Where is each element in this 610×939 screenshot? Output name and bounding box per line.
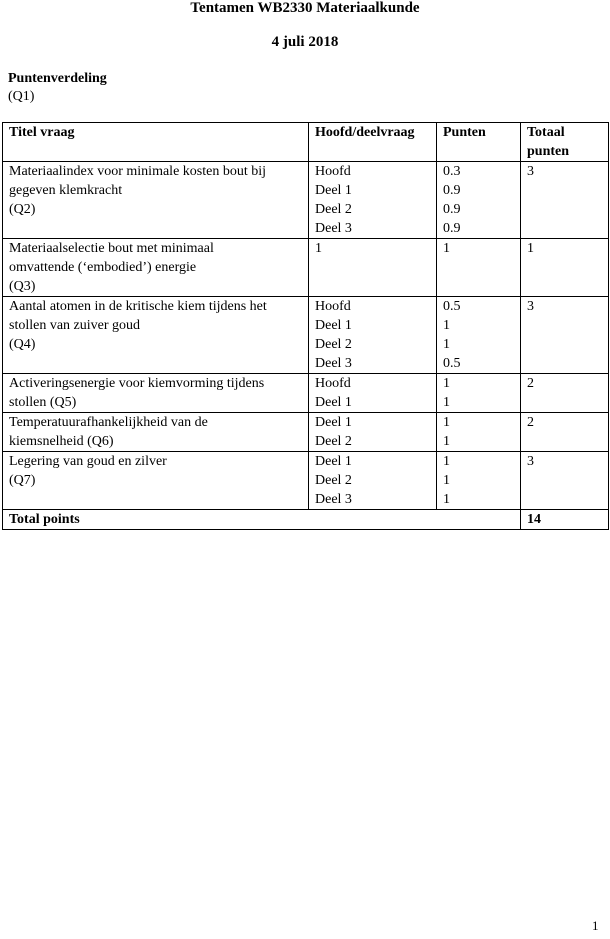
table-row: [3, 452, 609, 510]
points-table: [2, 122, 609, 530]
question-points: [437, 413, 521, 452]
question-parts: [309, 374, 437, 413]
question-parts: [309, 297, 437, 374]
question-parts-line: Deel 1: [315, 318, 352, 333]
question-total: 2: [521, 413, 609, 452]
question-title-line: (Q4): [9, 337, 36, 352]
question-points-line: 1: [443, 395, 450, 410]
question-points-line: 0.9: [443, 183, 461, 198]
question-title: [3, 374, 309, 413]
question-parts-line: Deel 3: [315, 492, 352, 507]
question-title: [3, 297, 309, 374]
question-points-line: 1: [443, 376, 450, 391]
question-points: [437, 239, 521, 297]
question-points-line: 0.5: [443, 356, 461, 371]
question-title-line: (Q7): [9, 473, 36, 488]
question-title-line: omvattende (‘embodied’) energie: [9, 260, 197, 275]
question-title-line: (Q3): [9, 279, 36, 294]
question-title-line: (Q2): [9, 202, 36, 217]
question-total: 3: [521, 452, 609, 510]
document-title: Tentamen WB2330 Materiaalkunde: [190, 0, 420, 16]
question-points: [437, 297, 521, 374]
question-total: 2: [521, 374, 609, 413]
question-parts-line: Hoofd: [315, 376, 351, 391]
question-points-line: 1: [443, 318, 450, 333]
question-parts-line: Deel 2: [315, 337, 352, 352]
table-row: [3, 374, 609, 413]
question-parts-line: Deel 1: [315, 454, 352, 469]
question-total: 3: [521, 162, 609, 239]
question-points-line: 1: [443, 454, 450, 469]
table-row: [3, 239, 609, 297]
table-row: [3, 413, 609, 452]
question-title-line: Legering van goud en zilver: [9, 454, 167, 469]
question-points-line: 1: [443, 241, 450, 256]
question-points-line: 1: [443, 337, 450, 352]
question-points-line: 1: [443, 434, 450, 449]
document-date: 4 juli 2018: [271, 34, 339, 50]
question-points-line: 1: [443, 415, 450, 430]
question-parts-line: Deel 1: [315, 395, 352, 410]
question-title: [3, 162, 309, 239]
header-part: Hoofd/deelvraag: [309, 123, 437, 162]
question-points: [437, 162, 521, 239]
question-parts-line: Deel 2: [315, 202, 352, 217]
question-title-line: Activeringsenergie voor kiemvorming tijdens: [9, 376, 265, 391]
question-title: [3, 452, 309, 510]
question-points-line: 0.5: [443, 299, 461, 314]
header-points: Punten: [437, 123, 521, 162]
question-points: [437, 374, 521, 413]
header-total: Totaal punten: [521, 123, 609, 162]
question-points: [437, 452, 521, 510]
table-row: [3, 162, 609, 239]
table-header-row: [3, 123, 609, 162]
total-value: 14: [521, 510, 609, 530]
total-label: Total points: [3, 510, 521, 530]
question-points-line: 0.9: [443, 221, 461, 236]
question-parts: [309, 413, 437, 452]
question-title-line: stollen van zuiver goud: [9, 318, 141, 333]
question-parts: [309, 452, 437, 510]
question-total: 1: [521, 239, 609, 297]
table-body: [3, 162, 609, 510]
question-parts: [309, 162, 437, 239]
question-parts-line: Deel 2: [315, 434, 352, 449]
section-title: Puntenverdeling: [8, 71, 107, 86]
total-row: [3, 510, 609, 530]
table-row: [3, 297, 609, 374]
question-parts-line: Deel 2: [315, 473, 352, 488]
question-parts-line: Deel 3: [315, 221, 352, 236]
question-title-line: Temperatuurafhankelijkheid van de: [9, 415, 208, 430]
question-parts-line: Deel 1: [315, 415, 352, 430]
question-title-line: Materiaalselectie bout met minimaal: [9, 241, 214, 256]
question-points-line: 1: [443, 473, 450, 488]
question-parts: [309, 239, 437, 297]
question-title-line: Aantal atomen in de kritische kiem tijdens het: [9, 299, 267, 314]
question-title-line: kiemsnelheid (Q6): [9, 434, 114, 449]
question-title-line: Materiaalindex voor minimale kosten bout bij: [9, 164, 266, 179]
section-subtitle: (Q1): [8, 89, 35, 104]
question-parts-line: Deel 1: [315, 183, 352, 198]
question-parts-line: Hoofd: [315, 299, 351, 314]
question-title-line: stollen (Q5): [9, 395, 77, 410]
question-parts-line: Deel 3: [315, 356, 352, 371]
question-points-line: 1: [443, 492, 450, 507]
header-title: Titel vraag: [3, 123, 309, 162]
question-title-line: gegeven klemkracht: [9, 183, 123, 198]
question-total: 3: [521, 297, 609, 374]
question-title: [3, 413, 309, 452]
question-parts-line: 1: [315, 241, 322, 256]
question-parts-line: Hoofd: [315, 164, 351, 179]
page-number: 1: [592, 918, 599, 933]
question-title: [3, 239, 309, 297]
question-points-line: 0.3: [443, 164, 461, 179]
question-points-line: 0.9: [443, 202, 461, 217]
